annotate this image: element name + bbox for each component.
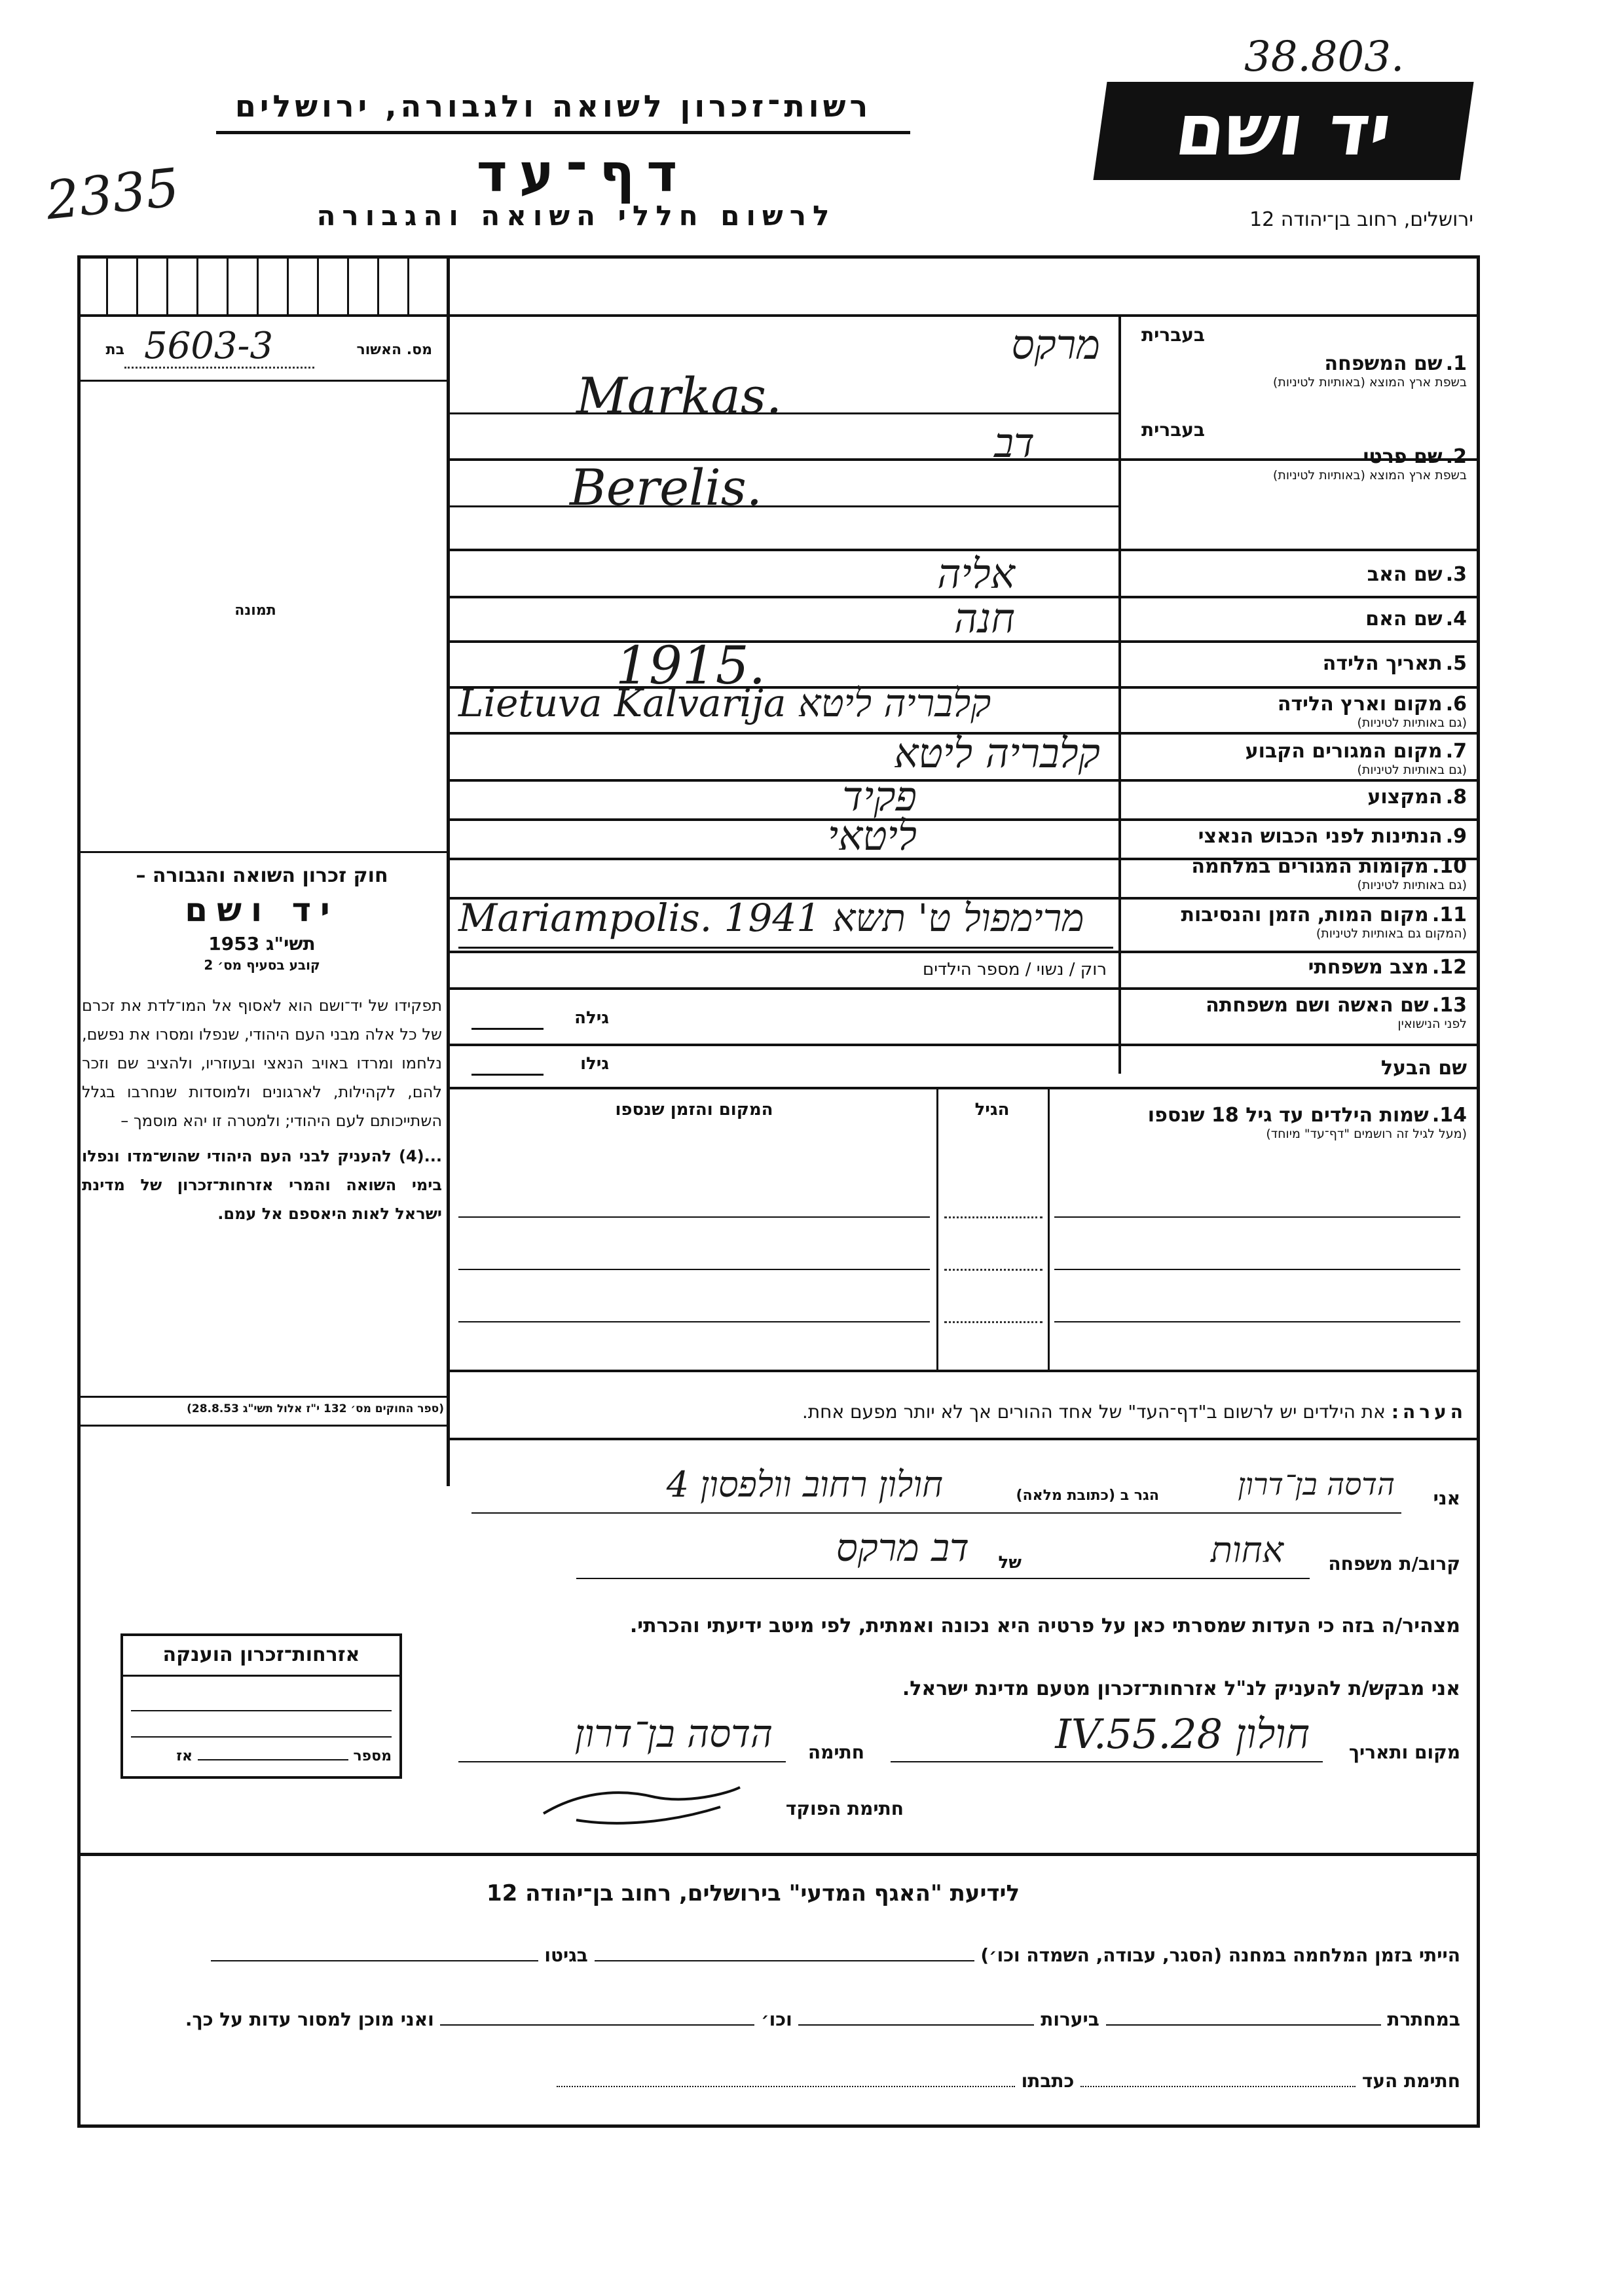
relative-label: קרוב/ת משפחה [1328, 1553, 1460, 1575]
authority-line: רשות־זכרון לשואה ולגבורה, ירושלים [234, 88, 872, 124]
declaration-text: מצהיר/ה בזה כי העדות שמסרתי כאן על פרטיה היא נכונה ואמתית, לפי מיטב ידיעתי והכרתי. [629, 1614, 1460, 1637]
place-date-value: חולון 28.IV.55 [1055, 1710, 1310, 1758]
field-9-value: ליטאי [827, 812, 917, 860]
field-1-langtag: בעברית [1141, 324, 1205, 346]
field-1-hebrew: מרקס [1011, 321, 1100, 369]
field-5-value: 1915. [616, 635, 766, 696]
footer-divider [77, 1853, 1480, 1856]
field-7-value: קלבריה ליטא [894, 729, 1100, 777]
children-col-age: הגיל [974, 1100, 1010, 1120]
law-box: חוק זכרון השואה והגבורה – יד ושם תשי"ג 1953 קובע בסעיף מס׳ 2 תפקידו של יד־ושם הוא לאסוף אל המו־לדת את זכרם של כל אלה מבני העם היהודי, שנפלו ומסרו את נפשם, נלחמו ומרדו באויב הנאצי ובעוזריו, ולהציב שם וזכר להם, לקהילות, לארגונים ולמוסדות שנחרבו בגלל השתייכותם לעם היהודי; ולמטרה זו יהא מוסמך – ...(4) להעניק לבני העם היהודי שהוש־מדו ונפלו בימי השואה והמרי אזרחות־זכרון של מדינת ישראל לאות היאספם אל עמם. [82, 864, 442, 1223]
field-12-value: רוק / נשוי / מספר הילדים [922, 960, 1107, 979]
field-5-label: 5. תאריך הלידה [1322, 652, 1467, 675]
field-2-label: 2. שם פרטי בשפת ארץ המוצא (באותיות לטיניות) [1272, 445, 1467, 483]
stamp-number: 38.803. [1244, 33, 1405, 81]
declarant-lives-label: הגר ב (כתובת מלאה) [1016, 1487, 1159, 1504]
field-11-value: Mariampolis. 1941 מרימפול ט' תשא [458, 896, 1084, 940]
field-4-value: חנה [953, 594, 1015, 642]
logo: יד ושם [1093, 82, 1473, 180]
field-2-hebrew: דב [994, 419, 1035, 467]
footer-line-1: הייתי בזמן המלחמה במחנה (הסגר, עבודה, השמדה וכו׳) בגיטו [98, 1944, 1460, 1966]
citizenship-number: מספר אז [176, 1748, 392, 1764]
field-3-value: אליה [937, 550, 1015, 598]
label-column-divider [1118, 316, 1121, 1074]
note: הערה: את הילדים יש לרשום ב"דף־העד" של אחד ההורים אך לא יותר מפעם אחת. [802, 1401, 1467, 1423]
field-12-label: 12. מצב משפחתי [1308, 956, 1467, 979]
field-11-label: 11. מקום המות, הזמן והנסיבות (המקום גם באותיות לטיניות) [1181, 903, 1467, 941]
form-title: דף־עד [476, 143, 690, 204]
citizenship-title: אזרחות־זכרון הוענקה [162, 1643, 360, 1666]
field-6-label: 6. מקום וארץ הלידה (גם באותיות לטיניות) [1277, 693, 1467, 730]
field-13-label: 13. שם האשה ושם משפחתה לפני הנישואין [1206, 994, 1467, 1031]
field-2-langtag: בעברית [1141, 419, 1205, 441]
husband-label: שם הבעל [1380, 1057, 1467, 1080]
relative-of-name: דב מרקס [836, 1525, 969, 1570]
field-8-label: 8. המקצוע [1367, 786, 1467, 809]
field-7-label: 7. מקום המגורים הקבוע (גם באותיות לטיניות) [1245, 740, 1467, 777]
address: ירושלים, רחוב בן־יהודה 12 [1249, 208, 1473, 231]
authority-underline [216, 131, 910, 134]
reference-label: מס. האשור [356, 342, 432, 358]
field-9-label: 9. הנתינות לפני הכבוש הנאצי [1198, 825, 1467, 848]
field-13-age-label: גילה [574, 1008, 609, 1028]
place-date-label: מקום ותאריך [1348, 1741, 1460, 1763]
field-2-latin: Berelis. [570, 458, 762, 517]
declarant-name: הדסה בן־דרון [1238, 1467, 1395, 1502]
footer-line-2: במחתרת ביערות וכו׳ ואני מוכן למסור עדות על כך. [185, 2009, 1460, 2030]
signature-label: חתימה [807, 1741, 864, 1763]
field-4-label: 4. שם האם [1365, 608, 1467, 630]
signature-value: הדסה בן־דרון [574, 1711, 773, 1756]
children-col-place: המקום והזמן שנספו [615, 1100, 773, 1120]
photo-label: תמונה [234, 602, 276, 619]
relative-of-label: של [998, 1553, 1022, 1573]
declarant-address: חולון רחוב וולפסון 4 [666, 1464, 943, 1505]
handwritten-ref: 2335 [43, 156, 182, 232]
field-8-value: פקיד [842, 773, 917, 820]
field-1-latin: Markas. [576, 367, 782, 425]
relative-relation: אחות [1210, 1529, 1283, 1571]
reference-suffix: בת [105, 342, 124, 358]
children-label: 14. שמות הילדים עד גיל 18 שנספו (מעל לגיל זה רושמים "דף־עד" מיוחד) [1147, 1104, 1467, 1141]
field-10-label: 10. מקומות המגורים במלחמה (גם באותיות לטיניות) [1191, 855, 1467, 892]
left-column-divider [447, 255, 450, 1486]
inspector-signature [537, 1768, 747, 1833]
husband-age-label: גילו [580, 1054, 609, 1074]
declarant-i-label: אני [1433, 1487, 1460, 1509]
footer-line-3: חתימת העד כתבתו [98, 2070, 1460, 2092]
footer-title: לידיעת "האגף המדעי" בירושלים, רחוב בן־יהודה 12 [486, 1880, 1020, 1906]
law-source: (ספר החוקים מס׳ 132 י"ז אלול תשי"ג 28.8.53) [187, 1402, 444, 1415]
request-text: אני מבקש/ת להעניק לנ"ל אזרחות־זכרון מטעם מדינת ישראל. [902, 1677, 1460, 1700]
field-3-label: 3. שם האב [1367, 563, 1467, 586]
form-subtitle: לרשום חללי השואה והגבורה [316, 200, 836, 232]
inspector-label: חתימת הפוקד [785, 1798, 904, 1819]
field-1-label: 1. שם המשפחה בשפת ארץ המוצא (באותיות לטיניות) [1272, 352, 1467, 390]
field-6-value: Lietuva Kalvarija קלבריה ליטא [458, 681, 991, 725]
reference-value: 5603-3 [144, 325, 274, 367]
